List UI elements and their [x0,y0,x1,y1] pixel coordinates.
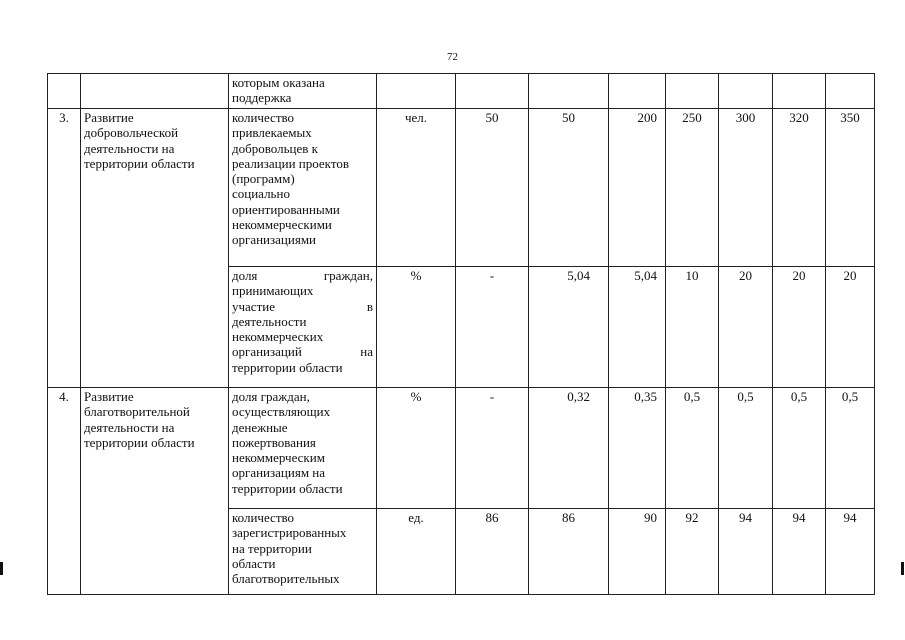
table-row [48,109,875,267]
scan-edge-mark [0,562,3,575]
word: на [360,344,373,360]
text-line: добровольческой [84,125,179,141]
value-cell: 0,32 [529,388,609,509]
text-line: денежные [232,419,288,435]
value-cell [529,74,609,109]
text-line: добровольцев к [232,140,318,156]
text-line: осуществляющих [232,404,331,420]
text-line: количество [232,110,295,125]
value-cell [826,74,875,109]
text-line: территории области [84,155,195,171]
text-line: поддержка [232,90,292,106]
value-cell: 0,5 [666,388,719,509]
table-row [48,388,875,509]
text-line: ориентированными [232,201,340,217]
task-cell [81,109,229,388]
value-cell: 5,04 [529,267,609,388]
unit-cell: % [377,388,456,509]
text-line: деятельности на [84,140,175,156]
value-cell: 94 [826,509,875,595]
text-line: доля граждан, [232,389,310,404]
unit-cell [377,74,456,109]
value-cell: - [456,267,529,388]
value-cell: 50 [456,109,529,267]
value-cell: 92 [666,509,719,595]
value-cell: 200 [609,109,666,267]
table-row [48,74,875,109]
indicator-cell [229,388,377,509]
indicator-cell [229,509,377,595]
value-cell: 5,04 [609,267,666,388]
page-number: 72 [447,51,458,63]
task-cell [81,74,229,109]
unit-cell: % [377,267,456,388]
value-cell: 10 [666,267,719,388]
text-line: деятельности [232,313,307,329]
number-cell: 3. [48,109,81,388]
unit-cell: чел. [377,109,456,267]
text-line: благотворительной [84,404,190,420]
text-line [232,344,373,359]
value-cell: 20 [826,267,875,388]
text-line: территории области [232,480,343,496]
value-cell: 86 [529,509,609,595]
text-line [232,299,373,314]
indicators-table [47,73,875,595]
text-line: благотворительных [232,571,340,587]
value-cell: 350 [826,109,875,267]
word: в [366,298,373,314]
value-cell: 0,5 [773,388,826,509]
value-cell [609,74,666,109]
text-line: Развитие [84,110,134,125]
indicator-cell [229,109,377,267]
word: граждан, [323,268,373,283]
value-cell [456,74,529,109]
value-cell: 0,35 [609,388,666,509]
number-cell: 4. [48,388,81,595]
value-cell [773,74,826,109]
text-line: зарегистрированных [232,525,347,541]
scan-edge-mark [901,562,904,575]
value-cell [719,74,773,109]
text-line: некоммерческим [232,450,325,466]
number-cell [48,74,81,109]
word: организаций [232,344,302,360]
task-cell [81,388,229,595]
indicator-cell [229,74,377,109]
text-line: принимающих [232,283,314,299]
text-line: территории области [84,434,195,450]
text-line: количество [232,510,295,525]
unit-cell: ед. [377,509,456,595]
word: доля [232,268,258,283]
text-line: Развитие [84,389,134,404]
value-cell: 250 [666,109,719,267]
value-cell: 320 [773,109,826,267]
value-cell: 300 [719,109,773,267]
text-line: территории области [232,359,343,375]
value-cell: 94 [719,509,773,595]
indicator-cell [229,267,377,388]
word: участие [232,298,275,314]
value-cell: 94 [773,509,826,595]
value-cell: 90 [609,509,666,595]
text-line: которым оказана [232,75,325,90]
value-cell: 20 [719,267,773,388]
value-cell: 0,5 [826,388,875,509]
text-line: организациям на [232,465,326,481]
value-cell: 86 [456,509,529,595]
text-line: организациями [232,232,316,248]
text-line: (программ) [232,171,295,187]
value-cell: - [456,388,529,509]
value-cell: 20 [773,267,826,388]
text-line [232,268,373,283]
text-line: области [232,555,276,571]
text-line: на территории [232,540,312,556]
value-cell: 0,5 [719,388,773,509]
text-line: социально [232,186,290,202]
text-line: пожертвования [232,434,316,450]
value-cell: 50 [529,109,609,267]
text-line: деятельности на [84,419,175,435]
text-line: реализации проектов [232,155,349,171]
text-line: некоммерческими [232,217,332,233]
value-cell [666,74,719,109]
text-line: некоммерческих [232,329,324,345]
text-line: привлекаемых [232,125,312,141]
